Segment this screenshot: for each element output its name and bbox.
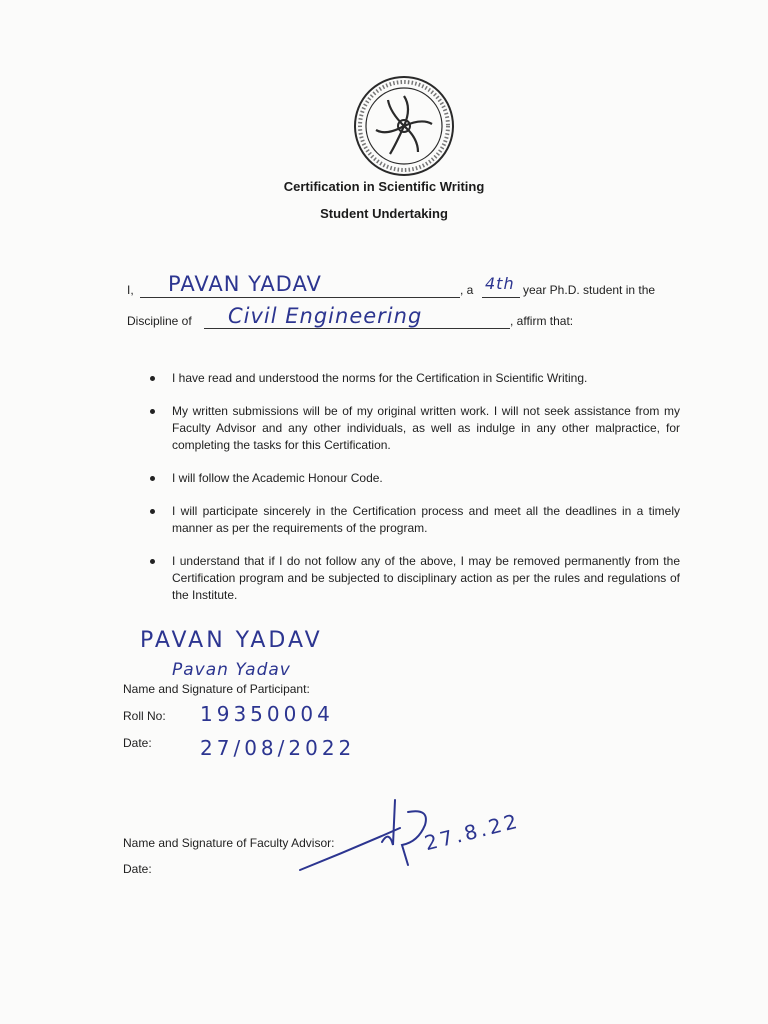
discipline-underline	[204, 328, 510, 329]
document-title: Certification in Scientific Writing	[283, 179, 485, 194]
intro-suffix: year Ph.D. student in the	[523, 283, 656, 297]
date-label: Date:	[123, 736, 152, 750]
bullet-icon	[150, 476, 155, 481]
student-name-handwritten: PAVAN YADAV	[168, 272, 322, 296]
list-item: I will participate sincerely in the Certification process and meet all the deadlines in a timely manner as per the requirements of the program.	[150, 503, 680, 537]
participant-name-label: Name and Signature of Participant:	[123, 682, 310, 696]
list-item: I have read and understood the norms for the Certification in Scientific Writing.	[150, 370, 680, 387]
advisor-date-handwritten: 27.8.22	[422, 808, 523, 856]
name-underline	[140, 297, 460, 298]
list-item: My written submissions will be of my original written work. I will not seek assistance from my Faculty Advisor and any other individuals, as well as indulge in any other malpractice, for completing the tasks for this Certification.	[150, 403, 680, 454]
participant-date-handwritten: 27/08/2022	[200, 736, 356, 760]
bullet-icon	[150, 376, 155, 381]
institute-seal-icon	[352, 74, 456, 178]
year-underline	[482, 297, 520, 298]
bullet-icon	[150, 509, 155, 514]
participant-signature-handwritten: Pavan Yadav	[172, 660, 291, 680]
roll-number-handwritten: 19350004	[200, 702, 334, 726]
roll-label: Roll No:	[123, 709, 166, 723]
intro-mid: , a	[460, 283, 474, 297]
document-subtitle: Student Undertaking	[320, 206, 448, 221]
intro-prefix: I,	[127, 283, 134, 297]
bullet-icon	[150, 559, 155, 564]
year-handwritten: 4th	[485, 274, 515, 293]
participant-name-handwritten: PAVAN YADAV	[140, 628, 323, 653]
affirmation-list	[150, 370, 680, 620]
bullet-icon	[150, 409, 155, 414]
advisor-signature-icon	[290, 790, 440, 880]
affirm-text: , affirm that:	[510, 314, 574, 328]
advisor-date-label: Date:	[123, 862, 152, 876]
discipline-label: Discipline of	[127, 314, 192, 328]
discipline-handwritten: Civil Engineering	[228, 304, 423, 328]
list-item: I understand that if I do not follow any of the above, I may be removed permanently from the Certification program and be subjected to disciplinary action as per the rules and regulations of the Institute.	[150, 553, 680, 604]
advisor-label: Name and Signature of Faculty Advisor:	[123, 836, 335, 850]
list-item: I will follow the Academic Honour Code.	[150, 470, 680, 487]
